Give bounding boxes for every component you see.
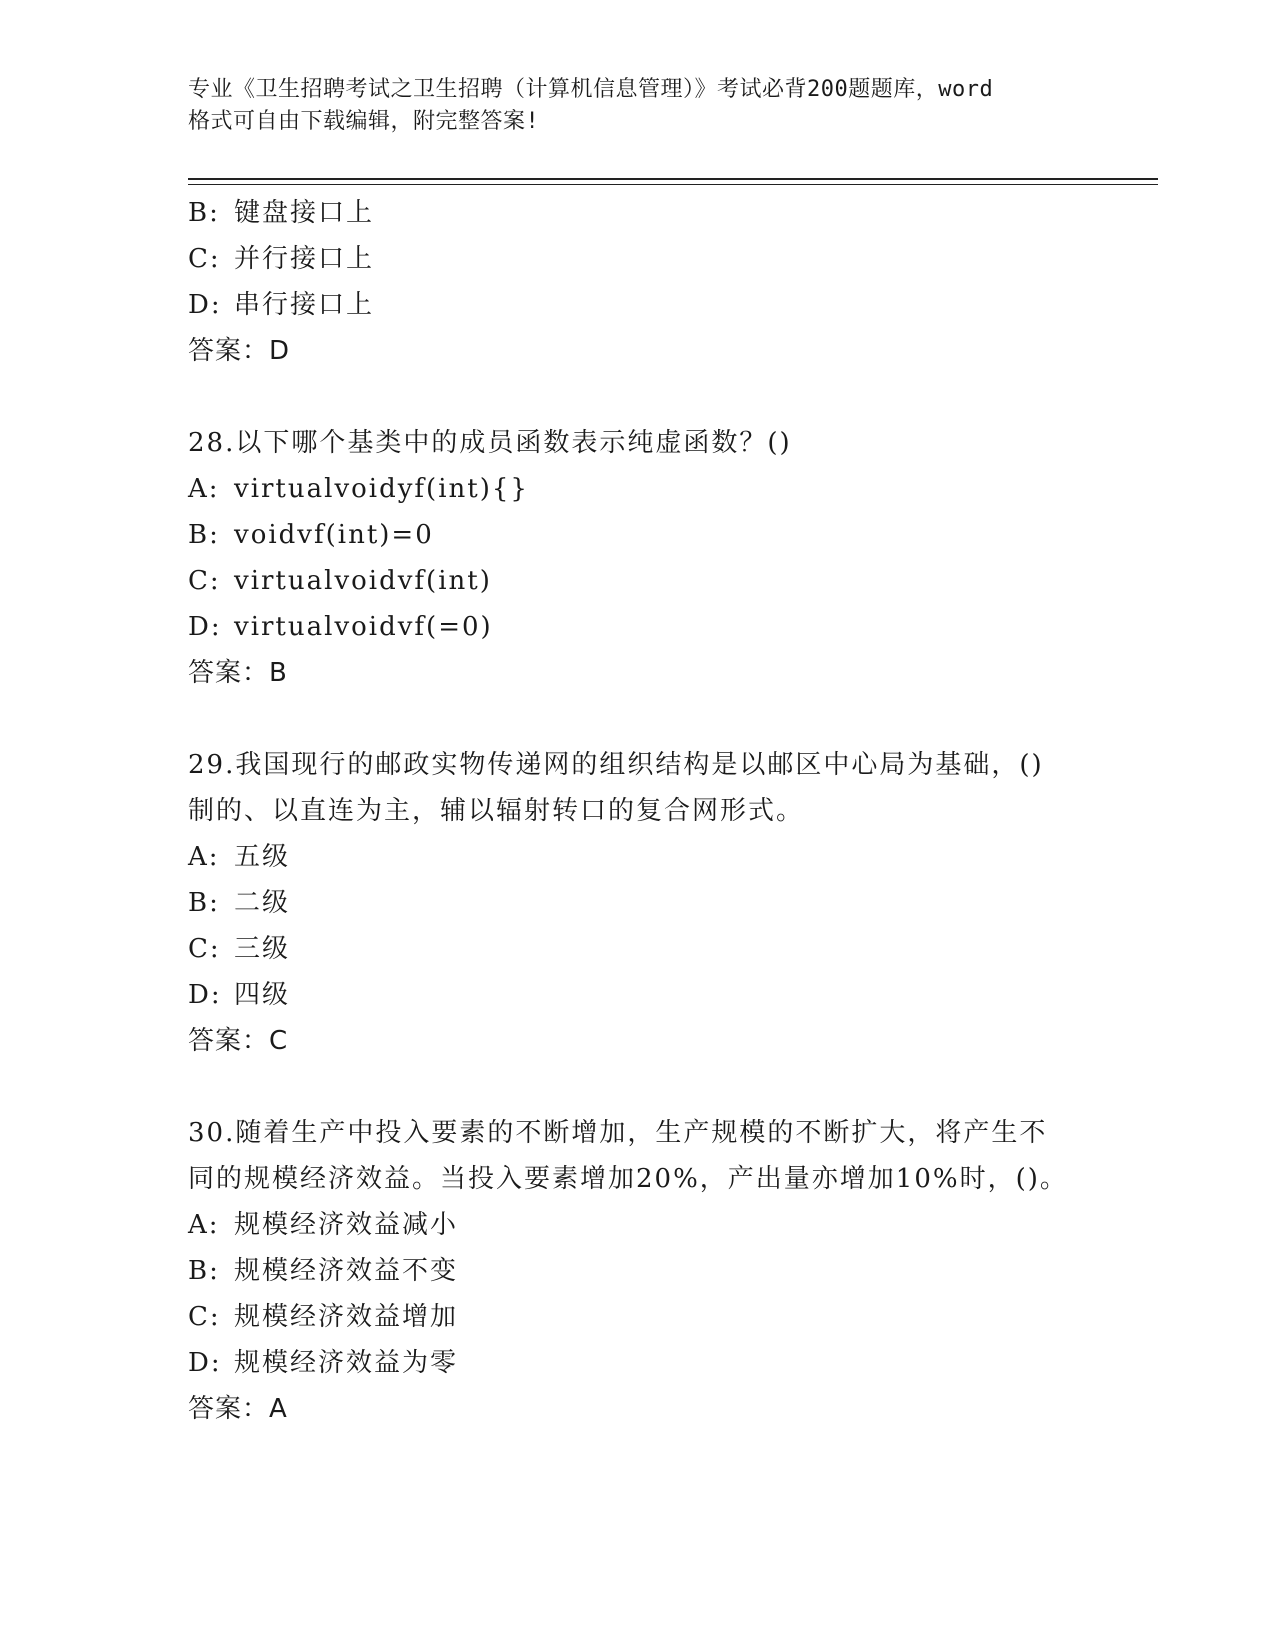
question-30 — [188, 1110, 1148, 1432]
header-divider-thin — [188, 184, 1158, 185]
option-b: B: 规模经济效益不变 — [188, 1256, 459, 1286]
option-c: C: 三级 — [188, 934, 291, 964]
header-divider-thick — [188, 178, 1158, 180]
answer: 答案：C — [188, 1026, 289, 1056]
option-c: C: virtualvoidvf(int) — [188, 566, 492, 596]
option-d: D: 规模经济效益为零 — [188, 1348, 459, 1378]
document-header — [188, 74, 1088, 138]
option-b: B: voidvf(int)=0 — [188, 520, 434, 550]
option-c: C: 并行接口上 — [188, 244, 375, 274]
option-b: B: 键盘接口上 — [188, 198, 375, 228]
header-line-1: 专业《卫生招聘考试之卫生招聘（计算机信息管理）》考试必背200题题库，word — [188, 77, 994, 102]
option-d: D: 串行接口上 — [188, 290, 375, 320]
question-text-line-2: 同的规模经济效益。当投入要素增加20%，产出量亦增加10%时，()。 — [188, 1164, 1068, 1194]
question-27-continued — [188, 190, 1148, 374]
answer: 答案：B — [188, 658, 288, 688]
option-a: A: 规模经济效益减小 — [188, 1210, 459, 1240]
option-d: D: virtualvoidvf(=0) — [188, 612, 493, 642]
option-a: A: 五级 — [188, 842, 291, 872]
question-text-line-1: 29.我国现行的邮政实物传递网的组织结构是以邮区中心局为基础，() — [188, 750, 1044, 780]
question-list — [188, 190, 1148, 1432]
question-28 — [188, 420, 1148, 696]
header-line-2: 格式可自由下载编辑，附完整答案! — [188, 109, 540, 134]
question-text-line-2: 制的、以直连为主，辅以辐射转口的复合网形式。 — [188, 796, 805, 826]
option-b: B: 二级 — [188, 888, 291, 918]
option-d: D: 四级 — [188, 980, 291, 1010]
question-text-line-1: 30.随着生产中投入要素的不断增加，生产规模的不断扩大，将产生不 — [188, 1118, 1048, 1148]
option-a: A: virtualvoidyf(int){} — [188, 474, 529, 504]
option-c: C: 规模经济效益增加 — [188, 1302, 459, 1332]
question-29 — [188, 742, 1148, 1064]
answer: 答案：D — [188, 336, 291, 366]
question-text: 28.以下哪个基类中的成员函数表示纯虚函数？() — [188, 428, 792, 458]
answer: 答案：A — [188, 1394, 288, 1424]
